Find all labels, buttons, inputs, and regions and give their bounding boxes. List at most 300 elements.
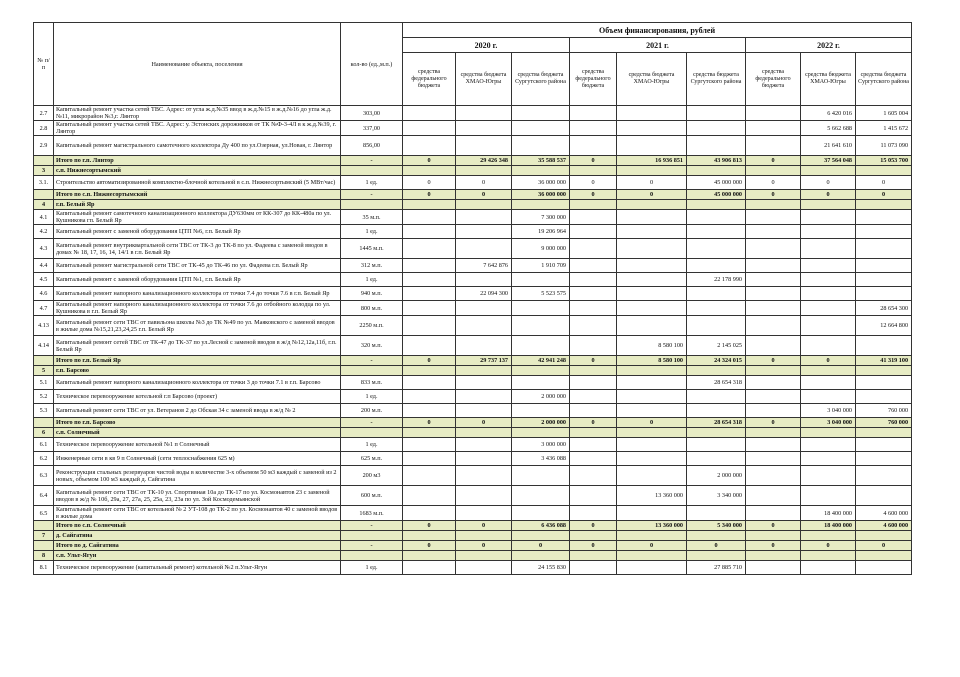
row-value [570,166,617,176]
row-value: 0 [403,541,456,551]
row-value: 0 [403,190,456,200]
row-value: 0 [570,176,617,190]
header-2020-hmao: средства бюджета ХМАО-Югры [456,53,512,106]
row-value [687,210,746,225]
row-value [403,210,456,225]
row-qty: 1 ед. [341,273,403,287]
table-header [34,23,912,106]
row-value [687,287,746,301]
row-value: 5 340 000 [687,521,746,531]
header-year-2021: 2021 г. [570,38,746,53]
row-value [856,210,912,225]
row-value [570,438,617,452]
table-body [34,106,912,575]
row-name: с.п. Солнечный [54,428,341,438]
row-value [687,136,746,156]
row-value: 0 [801,356,856,366]
row-value: 0 [512,541,570,551]
row-value: 41 319 100 [856,356,912,366]
row-number: 4.2 [34,225,54,239]
row-number: 8.1 [34,561,54,575]
row-value [856,531,912,541]
row-value [456,452,512,466]
row-value [856,239,912,259]
row-value [403,531,456,541]
row-value [403,561,456,575]
row-value: 45 000 000 [687,190,746,200]
row-number: 4.3 [34,239,54,259]
row-value [570,486,617,506]
total-row [34,521,912,531]
row-value [403,225,456,239]
table-row [34,239,912,259]
row-value [456,376,512,390]
row-qty: 320 м.п. [341,336,403,356]
row-value [856,200,912,210]
row-value [801,239,856,259]
row-number: 4.13 [34,316,54,336]
row-value: 2 000 000 [687,466,746,486]
row-name: Капитальный ремонт напорного канализационного коллектора от точки 7.6 до отбойного колодца по ул. Кушникова в г.п. Белый Яр [54,301,341,316]
table-row [34,106,912,121]
row-number: 4.1 [34,210,54,225]
row-value: 0 [801,176,856,190]
row-value [687,404,746,418]
row-name: Капитальный ремонт внутриквартальной сети ТВС от ТК-3 до ТК-8 по ул. Фадеева с заменой вводов в домах № 18, 17, 16, 14, 14/1 в г.п. Белый Яр [54,239,341,259]
row-number: 5 [34,366,54,376]
row-value: 0 [856,541,912,551]
row-name: г.п. Барсово [54,366,341,376]
table-row [34,176,912,190]
row-value [570,366,617,376]
row-number: 4 [34,200,54,210]
row-number [34,190,54,200]
row-value [403,452,456,466]
row-value [801,166,856,176]
row-value: 0 [570,190,617,200]
row-value: 1 910 709 [512,259,570,273]
row-qty: - [341,356,403,366]
row-value [512,376,570,390]
row-value: 0 [570,418,617,428]
row-value: 0 [403,418,456,428]
row-value [617,239,687,259]
row-value [687,301,746,316]
row-value [746,551,801,561]
row-value: 16 936 851 [617,156,687,166]
row-qty: 35 м.п. [341,210,403,225]
row-value: 19 206 964 [512,225,570,239]
row-qty: 337,00 [341,121,403,136]
row-value [746,259,801,273]
row-value [617,561,687,575]
section-row [34,551,912,561]
row-qty: - [341,521,403,531]
row-name: Капитальный ремонт сети ТВС от павильона школы №3 до ТК №49 по ул. Маяковского с заменой вводов в жилые дома №15,21,23,24,25 г.п. Белый Яр [54,316,341,336]
row-qty: 940 м.п. [341,287,403,301]
row-value [617,452,687,466]
header-year-2020: 2020 г. [403,38,570,53]
total-row [34,356,912,366]
table-row [34,225,912,239]
row-value: 6 420 016 [801,106,856,121]
row-value: 0 [746,156,801,166]
row-value [617,376,687,390]
row-value [512,404,570,418]
row-value [403,486,456,506]
total-row [34,156,912,166]
row-value [456,466,512,486]
row-value [403,404,456,418]
row-value [746,210,801,225]
row-value: 7 300 000 [512,210,570,225]
table-row [34,506,912,521]
row-value [617,273,687,287]
row-value [687,239,746,259]
row-value [512,316,570,336]
row-value: 11 073 090 [856,136,912,156]
row-name: Итого по г.п. Белый Яр [54,356,341,366]
row-qty: 312 м.п. [341,259,403,273]
row-value: 24 324 015 [687,356,746,366]
row-number: 5.1 [34,376,54,390]
row-value: 36 000 000 [512,176,570,190]
row-qty: 200 м.п. [341,404,403,418]
row-value [570,225,617,239]
row-value [746,136,801,156]
row-value: 760 000 [856,418,912,428]
table-row [34,273,912,287]
row-value: 9 000 000 [512,239,570,259]
row-value: 0 [856,176,912,190]
row-value: 0 [617,190,687,200]
row-name: Капитальный ремонт сети ТВС от ТК-10 ул. Спортивная 10а до ТК-17 по ул. Космонавтов 23 с заменой вводов в ж/д № 10б, 29а, 27, 27а, 25, 25а, 23, 23а по ул. Зой Космодемьянской [54,486,341,506]
row-value [570,106,617,121]
row-value [801,486,856,506]
row-value: 0 [617,418,687,428]
row-name: Капитальный ремонт сети ТВС от ул. Ветеранов 2 до Обская 34 с заменой ввода в ж/д № 2 [54,404,341,418]
row-number: 2.9 [34,136,54,156]
row-value [617,166,687,176]
row-value [403,336,456,356]
row-value: 4 600 000 [856,521,912,531]
table-row [34,336,912,356]
row-name: Капитальный ремонт участка сетей ТВС. Адрес: у. Эстонских дорожников от ТК №Ф-3-4Л в к ж.д.№39, г. Лянтор [54,121,341,136]
section-row [34,200,912,210]
row-number: 7 [34,531,54,541]
table-row [34,390,912,404]
row-value [570,287,617,301]
row-value: 0 [687,541,746,551]
financing-table-sheet [33,22,911,575]
row-value: 760 000 [856,404,912,418]
table-row [34,301,912,316]
row-value [856,366,912,376]
row-value [403,366,456,376]
row-value [801,316,856,336]
row-value: 45 000 000 [687,176,746,190]
row-value: 18 400 000 [801,506,856,521]
row-value [746,273,801,287]
row-value [856,287,912,301]
row-value: 0 [403,156,456,166]
row-value [801,366,856,376]
header-num: № п/п [34,23,54,106]
row-value: 3 436 088 [512,452,570,466]
row-value: 42 941 248 [512,356,570,366]
row-name: Капитальный ремонт с заменой оборудования ЦТП №6, г.п. Белый Яр [54,225,341,239]
row-value: 0 [403,521,456,531]
row-value: 7 642 876 [456,259,512,273]
table-row [34,121,912,136]
row-value [801,438,856,452]
row-value: 0 [570,356,617,366]
row-value: 13 360 000 [617,486,687,506]
row-value [456,136,512,156]
header-2022-hmao: средства бюджета ХМАО-Югры [801,53,856,106]
row-value [456,551,512,561]
table-row [34,486,912,506]
row-value [687,438,746,452]
row-value: 0 [617,176,687,190]
row-value [856,438,912,452]
row-value [570,531,617,541]
row-name: Итого по с.п. Солнечный [54,521,341,531]
row-qty [341,531,403,541]
row-value [456,210,512,225]
row-value: 15 053 700 [856,156,912,166]
row-value [512,136,570,156]
row-value [746,466,801,486]
row-value: 6 436 088 [512,521,570,531]
row-qty: 1 ед. [341,176,403,190]
row-number: 6.4 [34,486,54,506]
row-value [801,287,856,301]
row-value [687,551,746,561]
row-value: 0 [456,541,512,551]
row-value [570,273,617,287]
row-value [570,551,617,561]
row-value: 5 662 688 [801,121,856,136]
row-value: 22 178 990 [687,273,746,287]
row-qty: 1 ед. [341,561,403,575]
row-value [801,200,856,210]
row-value [687,428,746,438]
row-value [746,404,801,418]
row-value: 0 [746,356,801,366]
row-name: Капитальный ремонт напорного канализационного коллектора от точки 3 до точки 7.1 в г.п. Барсово [54,376,341,390]
row-value [456,301,512,316]
row-value [617,136,687,156]
row-value [801,428,856,438]
row-value [687,316,746,336]
row-name: Капитальный ремонт сети ТВС от котельной № 2 УТ-108 до ТК-2 по ул. Космонавтов 40 с заменой вводов в жилые дома [54,506,341,521]
row-value: 37 564 048 [801,156,856,166]
row-value: 18 400 000 [801,521,856,531]
row-value: 0 [746,541,801,551]
row-number [34,418,54,428]
row-value [456,239,512,259]
header-2022-district: средства бюджета Сургутского района [856,53,912,106]
row-value: 2 000 000 [512,390,570,404]
total-row [34,418,912,428]
row-qty [341,366,403,376]
row-value [512,466,570,486]
row-value [801,531,856,541]
row-value [403,106,456,121]
row-qty [341,166,403,176]
row-value [687,166,746,176]
row-value [746,316,801,336]
row-qty [341,428,403,438]
row-value [403,136,456,156]
row-value [617,210,687,225]
row-name: Техническое перевооружение котельной №1 п Солнечный [54,438,341,452]
row-value [456,561,512,575]
row-value: 12 664 800 [856,316,912,336]
row-value [856,466,912,486]
row-qty: 856,00 [341,136,403,156]
row-value [617,259,687,273]
row-name: Капитальный ремонт самотечного канализационного коллектора ДУ630мм от КК-307 до КК-480а по ул. Кушникова гп. Белый Яр [54,210,341,225]
row-value [456,273,512,287]
row-number [34,156,54,166]
row-qty: 2250 м.п. [341,316,403,336]
row-value [456,336,512,356]
row-value [403,466,456,486]
row-value [403,287,456,301]
row-value [570,301,617,316]
table-row [34,316,912,336]
row-value [856,551,912,561]
header-2020-district: средства бюджета Сургутского района [512,53,570,106]
header-2021-district: средства бюджета Сургутского района [687,53,746,106]
row-value [512,166,570,176]
row-value [801,225,856,239]
row-name: Итого по с.п. Нижнесортымский [54,190,341,200]
row-value [856,336,912,356]
row-name: Техническое перевооружение (капитальный ремонт) котельной №2 п.Ульт-Ягун [54,561,341,575]
row-value [456,366,512,376]
row-value [617,551,687,561]
row-value [746,200,801,210]
row-value [403,259,456,273]
row-number: 4.14 [34,336,54,356]
row-qty: 1683 м.п. [341,506,403,521]
row-value: 2 145 025 [687,336,746,356]
row-value [801,336,856,356]
row-value: 3 000 000 [512,438,570,452]
row-value [403,316,456,336]
row-number: 6.1 [34,438,54,452]
table-row [34,404,912,418]
row-number: 4.4 [34,259,54,273]
row-value: 13 360 000 [617,521,687,531]
row-name: Капитальный ремонт участка сетей ТВС. Адрес: от угла ж.д.№35 ввод в ж.д.№15 в ж.д.№16 до угла ж.д. №11, микрорайон №3,г. Лянтор [54,106,341,121]
row-number [34,541,54,551]
row-value [617,106,687,121]
row-value: 0 [617,541,687,551]
row-number: 6.5 [34,506,54,521]
row-value [617,531,687,541]
row-value: 0 [456,176,512,190]
table-row [34,136,912,156]
row-name: Капитальный ремонт с заменой оборудования ЦТП №1, г.п. Белый Яр [54,273,341,287]
table-row [34,452,912,466]
row-value [403,506,456,521]
row-value: 1 605 004 [856,106,912,121]
row-value [512,366,570,376]
row-value [746,531,801,541]
row-value [746,121,801,136]
header-funding: Объем финансирования, рублей [403,23,912,38]
row-value [856,452,912,466]
row-value: 3 040 000 [801,418,856,428]
row-qty [341,200,403,210]
row-value [617,390,687,404]
header-qty: кол-во (ед.,м.п.) [341,23,403,106]
row-value [570,259,617,273]
row-qty: 1 ед. [341,390,403,404]
row-value [570,336,617,356]
row-value [746,287,801,301]
row-value [801,466,856,486]
row-value: 24 155 830 [512,561,570,575]
financing-table [33,22,912,575]
row-value [617,428,687,438]
row-number: 4.5 [34,273,54,287]
row-value: 0 [403,356,456,366]
row-value [456,121,512,136]
table-row [34,376,912,390]
row-name: Капитальный ремонт магистрального самотечного коллектора Ду 400 по ул.Озерная, ул.Новая, г. Лянтор [54,136,341,156]
row-number: 3.1. [34,176,54,190]
row-value [570,316,617,336]
table-row [34,561,912,575]
row-value [512,200,570,210]
row-value [617,301,687,316]
row-value: 3 340 000 [687,486,746,506]
row-value [570,404,617,418]
row-value [801,273,856,287]
row-number: 6.2 [34,452,54,466]
row-value [746,239,801,259]
row-value [570,466,617,486]
row-value: 5 523 575 [512,287,570,301]
row-name: Итого по г.п. Лянтор [54,156,341,166]
row-value [746,225,801,239]
row-value [687,366,746,376]
row-value [512,273,570,287]
row-value [456,200,512,210]
row-value [617,316,687,336]
row-value: 0 [801,190,856,200]
row-number: 8 [34,551,54,561]
row-value: 0 [456,521,512,531]
row-value [570,376,617,390]
row-value: 28 654 300 [856,301,912,316]
row-value [746,390,801,404]
row-value: 8 580 100 [617,336,687,356]
row-value [570,136,617,156]
row-value [403,551,456,561]
row-number: 6 [34,428,54,438]
row-value [617,404,687,418]
row-value: 0 [570,521,617,531]
row-name: Капитальный ремонт магистральной сети ТВС от ТК-45 до ТК-46 по ул. Фадеева г.п. Белый Яр [54,259,341,273]
row-value [687,106,746,121]
row-value [617,506,687,521]
